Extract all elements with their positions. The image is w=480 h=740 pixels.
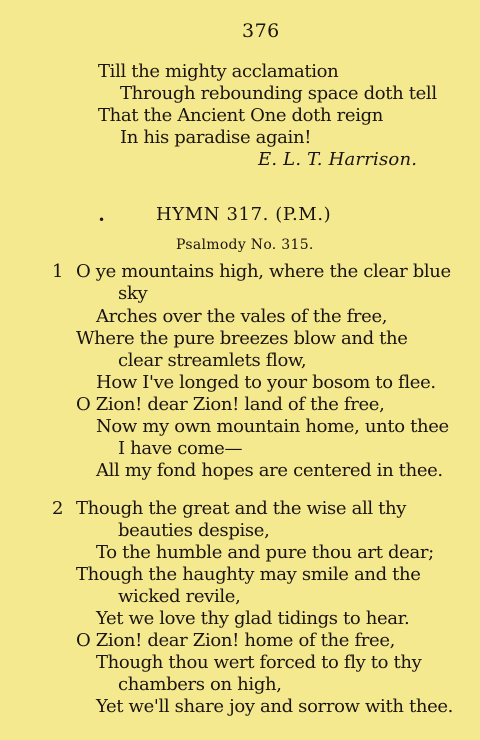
verse-line: chambers on high, xyxy=(118,674,282,695)
verse-line: clear streamlets flow, xyxy=(118,350,307,371)
verse-line: O Zion! dear Zion! home of the free, xyxy=(76,630,395,651)
verse-number: 1 xyxy=(52,261,64,282)
verse-line: Till the mighty acclamation xyxy=(98,61,339,82)
verse-line: All my fond hopes are centered in thee. xyxy=(96,460,443,481)
verse-line: O Zion! dear Zion! land of the free, xyxy=(76,394,385,415)
verse-line: O ye mountains high, where the clear blue xyxy=(76,261,451,282)
author-attribution: E. L. T. Harrison. xyxy=(258,149,418,170)
verse-line: Though the great and the wise all thy xyxy=(76,498,407,519)
verse-line: beauties despise, xyxy=(118,520,270,541)
verse-line: wicked revile, xyxy=(118,586,241,607)
verse-line: How I've longed to your bosom to flee. xyxy=(96,372,436,393)
verse-line: Though thou wert forced to fly to thy xyxy=(96,652,422,673)
bullet-mark: • xyxy=(98,213,105,227)
verse-line: In his paradise again! xyxy=(120,127,312,148)
verse-line: To the humble and pure thou art dear; xyxy=(96,542,434,563)
verse-line: Yet we love thy glad tidings to hear. xyxy=(96,608,410,629)
verse-line: sky xyxy=(118,283,148,304)
verse-line: Where the pure breezes blow and the xyxy=(76,328,408,349)
verse-line: That the Ancient One doth reign xyxy=(98,105,384,126)
tune-reference: Psalmody No. 315. xyxy=(176,237,314,253)
verse-line: Though the haughty may smile and the xyxy=(76,564,421,585)
verse-line: Now my own mountain home, unto thee xyxy=(96,416,449,437)
hymn-title: HYMN 317. (P.M.) xyxy=(156,204,332,225)
verse-number: 2 xyxy=(52,498,64,519)
verse-line: Through rebounding space doth tell xyxy=(120,83,437,104)
verse-line: Yet we'll share joy and sorrow with thee. xyxy=(96,696,454,717)
verse-line: I have come— xyxy=(118,438,243,459)
page-number: 376 xyxy=(242,20,280,42)
verse-line: Arches over the vales of the free, xyxy=(96,306,388,327)
